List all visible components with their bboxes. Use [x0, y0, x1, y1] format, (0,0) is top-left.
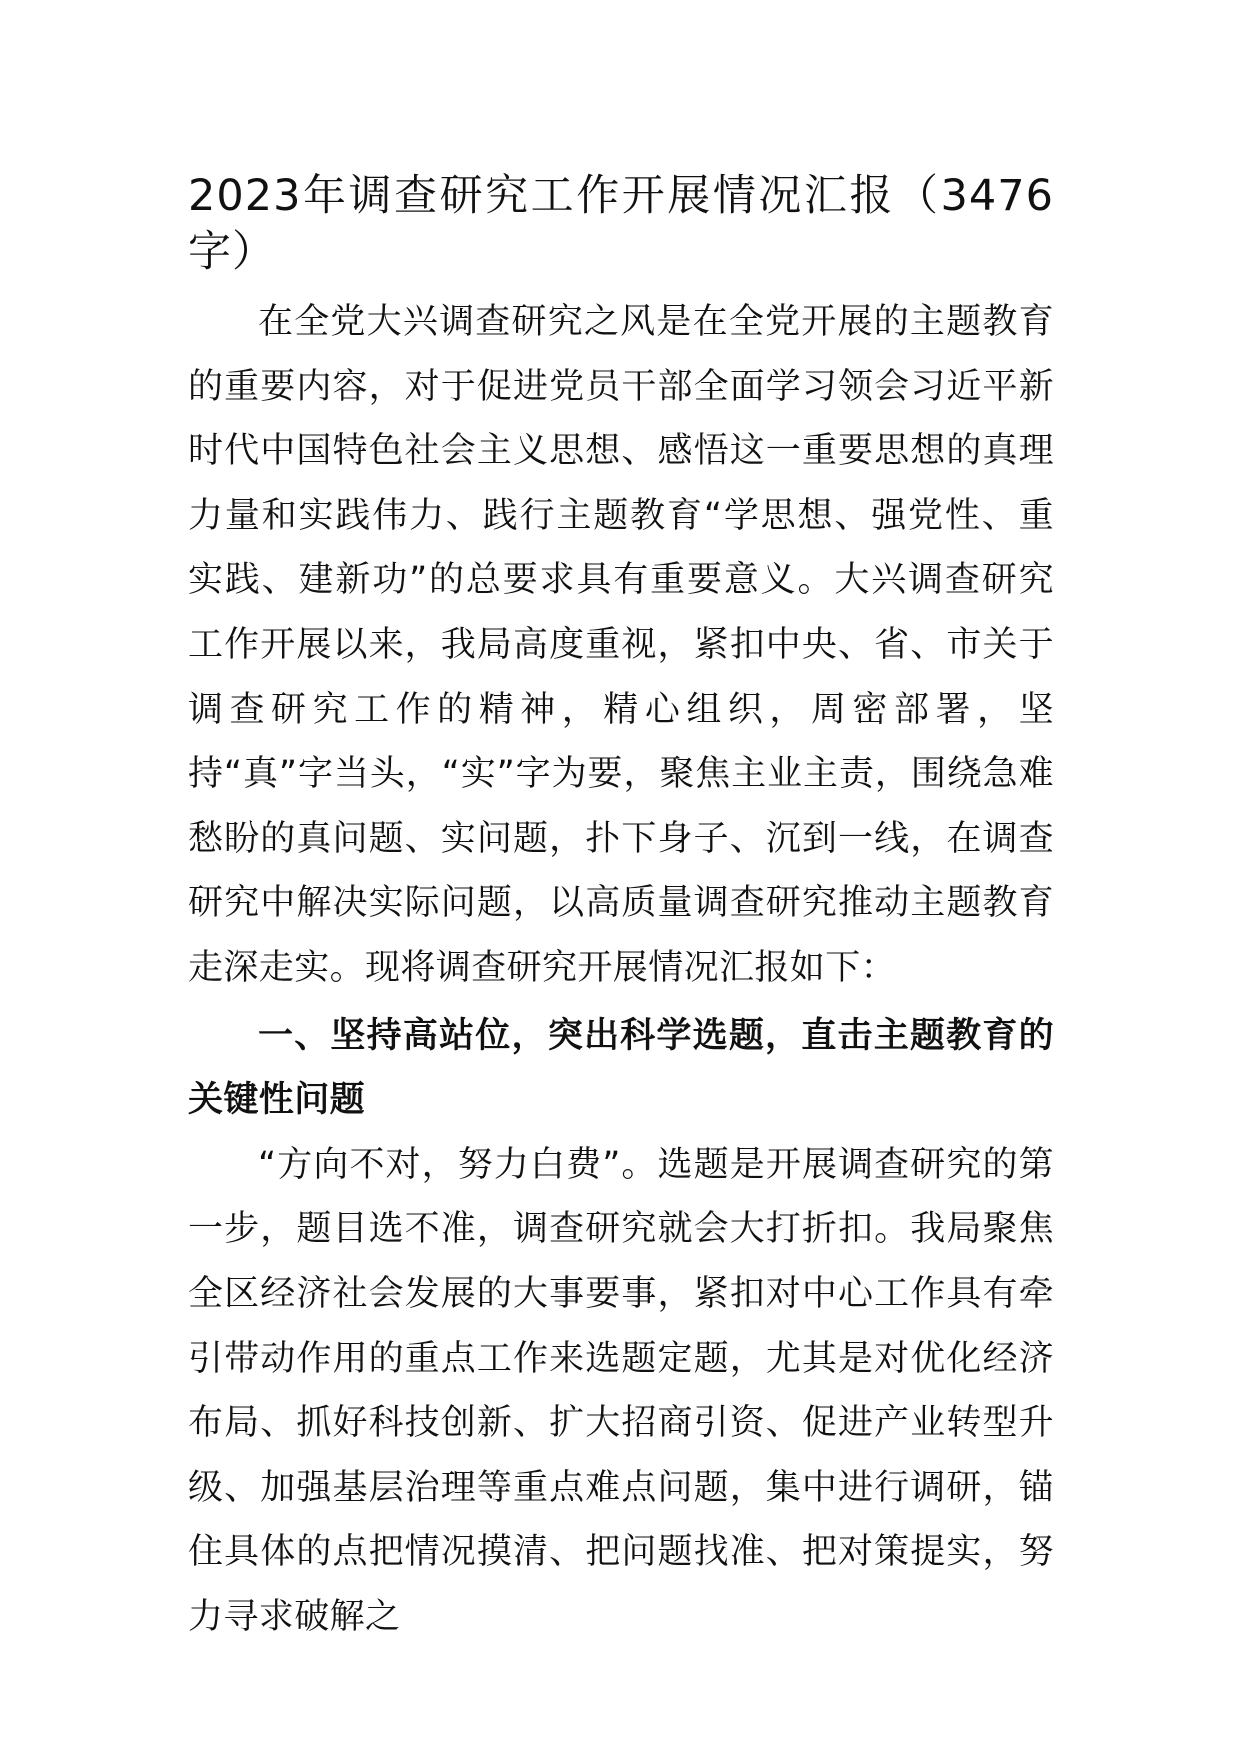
section-heading-1: 一、坚持高站位，突出科学选题，直击主题教育的关键性问题 — [188, 1015, 1054, 1121]
document-body — [188, 168, 1054, 1649]
document-title: 2023年调查研究工作开展情况汇报（3476字） — [188, 171, 1054, 277]
intro-paragraph: 在全党大兴调查研究之风是在全党开展的主题教育的重要内容，对于促进党员干部全面学习领会习近平新时代中国特色社会主义思想、感悟这一重要思想的真理力量和实践伟力、践行主题教育“学思想、强党性、重实践、建新功”的总要求具有重要意义。大兴调查研究工作开展以来，我局高度重视，紧扣中央、省、市关于调查研究工作的精神，精心组织，周密部署，坚持“真”字当头，“实”字为要，聚焦主业主责，围绕急难愁盼的真问题、实问题，扑下身子、沉到一线，在调查研究中解决实际问题，以高质量调查研究推动主题教育走深走实。现将调查研究开展情况汇报如下： — [188, 302, 1054, 988]
section-1-paragraph: “方向不对，努力白费”。选题是开展调查研究的第一步，题目选不准，调查研究就会大打折扣。我局聚焦全区经济社会发展的大事要事，紧扣对中心工作具有牵引带动作用的重点工作来选题定题，尤其是对优化经济布局、抓好科技创新、扩大招商引资、促进产业转型升级、加强基层治理等重点难点问题，集中进行调研，锚住具体的点把情况摸清、把问题找准、把对策提实，努力寻求破解之 — [188, 1144, 1054, 1637]
